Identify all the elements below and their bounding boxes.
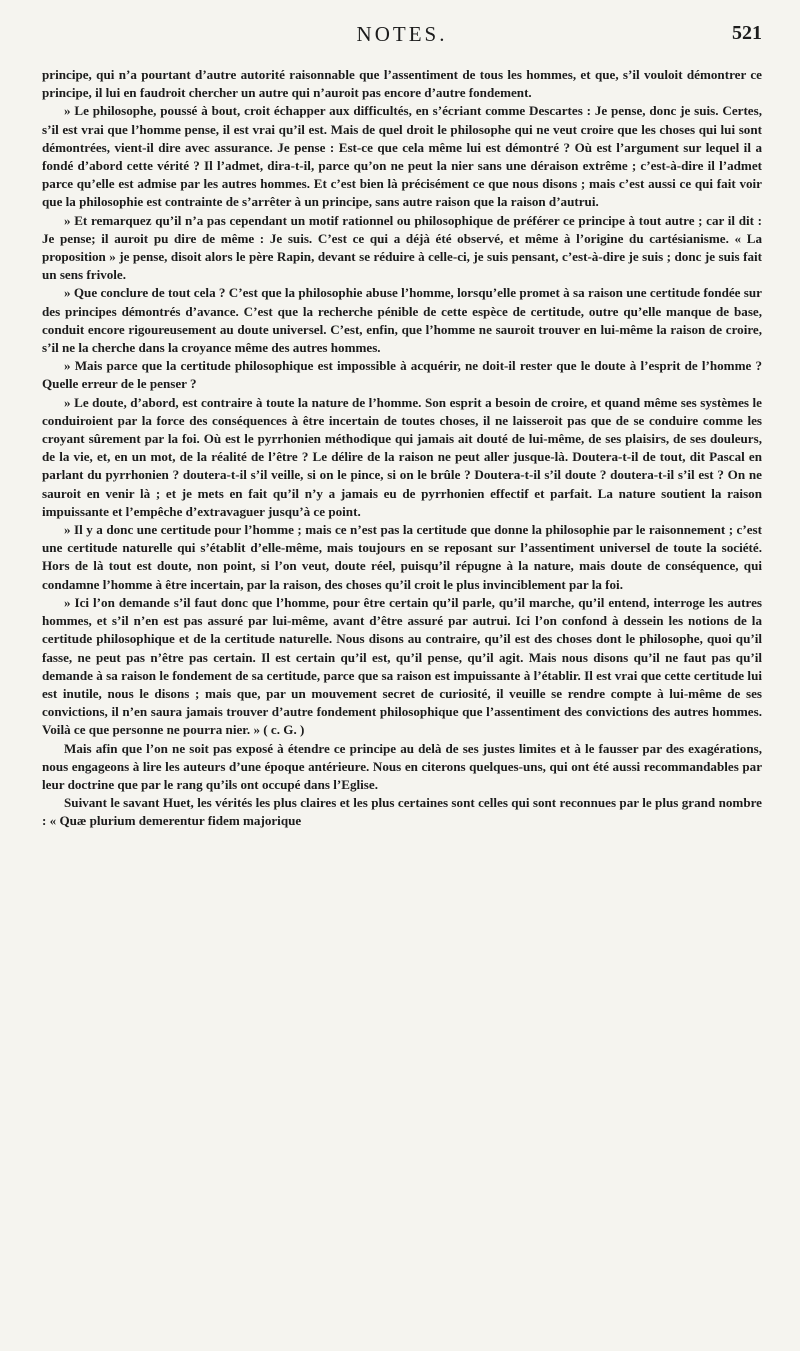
paragraph-6: » Le doute, d’abord, est contraire à toute la nature de l’homme. Son esprit a besoin de croire, et quand même ses systèmes le conduiroient par la force des conséquences à être incertain de toutes choses, il ne laisseroit pas que de se conduire comme les croyant sûrement par la foi. Où est le pyrrhonien méthodique qui jamais ait douté de lui-même, de ses plaisirs, de ses douleurs, de la vie, et, en un mot, de la réalité de l’être ? Le délire de la raison ne peut aller jusque-là. Doutera-t-il de tout, dit Pascal en parlant du pyrrhonien ? doutera-t-il s’il veille, si on le pince, si on le brûle ? Doutera-t-il s’il doute ? doutera-t-il s’il est ? On ne sauroit en venir là ; et je mets en fait qu’il n’y a jamais eu de pyrrhonien effectif et parfait. La nature soutient la raison impuissante et l’empêche d’extravaguer jusqu’à ce point. xyxy=(42,394,762,519)
paragraph-5: » Mais parce que la certitude philosophique est impossible à acquérir, ne doit-il rester que le doute à l’esprit de l’homme ? Quelle erreur de le penser ? xyxy=(42,358,762,392)
page-header xyxy=(42,22,762,62)
paragraph-4: » Que conclure de tout cela ? C’est que la philosophie abuse l’homme, lorsqu’elle promet à sa raison une certitude fondée sur des principes démontrés d’avance. C’est que la recherche pénible de cette espèce de certitude, outre qu’elle manque de base, conduit encore rigoureusement au doute universel. C’est, enfin, que l’homme ne sauroit trouver en lui-même la raison de croire, s’il ne la cherche dans la croyance même des autres hommes. xyxy=(42,285,762,356)
running-head: NOTES. xyxy=(356,22,448,46)
body-text xyxy=(42,66,762,831)
paragraph-1: principe, qui n’a pourtant d’autre autorité raisonnable que l’assentiment de tous les hommes, et que, s’il vouloit démontrer ce principe, il lui en faudroit chercher un autre qui n’auroit pas encore d’autre fondement. xyxy=(42,67,762,101)
paragraph-9: Mais afin que l’on ne soit pas exposé à étendre ce principe au delà de ses justes limites et à le fausser par des exagérations, nous engageons à lire les auteurs d’une époque antérieure. Nous en citerons quelques-uns, qui ont été aussi recommandables par leur doctrine que par le rang qu’ils ont occupé dans l’Eglise. xyxy=(42,740,762,792)
paragraph-7: » Il y a donc une certitude pour l’homme ; mais ce n’est pas la certitude que donne la philosophie par le raisonnement ; c’est une certitude naturelle qui s’établit d’elle-même, mais toujours en se reposant sur l’assentiment universel de toute la société. Hors de là tout est doute, non point, si l’on veut, doute réel, puisqu’il répugne à la nature, mais doute de conséquence, qui condamne l’homme à être incertain, par la raison, des choses qu’il croit le plus invinciblement par la foi. xyxy=(42,522,762,592)
paragraph-3: » Et remarquez qu’il n’a pas cependant un motif rationnel ou philosophique de préférer ce principe à tout autre ; car il dit : Je pense; il auroit pu dire de même : Je suis. C’est ce qui a déjà été observé, et même à l’origine du cartésianisme. « La proposition » je pense, disoit alors le père Rapin, devant se réduire à celle-ci, je suis pensant, c’est-à-dire je suis ; donc je suis fait un sens frivole. xyxy=(42,212,762,283)
paragraph-10: Suivant le savant Huet, les vérités les plus claires et les plus certaines sont celles qui sont reconnues par le plus grand nombre : « Quæ plurium demerentur fidem majorique xyxy=(42,795,762,829)
page-number: 521 xyxy=(732,22,762,44)
paragraph-2: » Le philosophe, poussé à bout, croit échapper aux difficultés, en s’écriant comme Descartes : Je pense, donc je suis. Certes, s’il est vrai que l’homme pense, il est vrai qu’il est. Mais de quel droit le philosophe qui ne veut croire que les choses qui lui sont démontrées, vient-il dire avec assurance. Je pense : Est-ce que cela même lui est démontré ? Où est l’argument sur lequel il a fondé d’abord cette vérité ? Il l’admet, dira-t-il, parce qu’on ne peut la nier sans une déraison extrême ; c’est-à-dire il l’admet parce qu’elle est admise par les autres hommes. Et c’est bien là précisément ce que nous disons ; mais c’est aussi ce qui fait voir que la philosophie est contrainte de s’arrêter à un principe, sans autre raison que la raison d’autrui. xyxy=(42,103,762,210)
paragraph-8: » Ici l’on demande s’il faut donc que l’homme, pour être certain qu’il parle, qu’il marche, qu’il entend, interroge les autres hommes, et s’il n’en est pas assuré par lui-même, avant d’être assuré par autrui. Ici l’on confond à dessein les notions de la certitude philosophique et de la certitude naturelle. Nous disons au contraire, qu’il est des choses dont le philosophe, quoi qu’il fasse, ne peut pas n’être pas certain. Il est certain qu’il est, qu’il pense, qu’il agit. Mais nous disons qu’il ne faut pas qu’il demande à sa raison le fondement de sa certitude, parce que sa raison est impuissante à l’établir. Il est vrai que cette certitude lui est inutile, nous le disons ; mais que, par un mouvement secret de curiosité, il veuille se rendre compte à lui-même de ses convictions, il n’en saura jamais trouver d’autre fondement philosophique que l’assentiment des convictions des autres hommes. Voilà ce que personne ne pourra nier. » ( c. G. ) xyxy=(42,594,762,738)
